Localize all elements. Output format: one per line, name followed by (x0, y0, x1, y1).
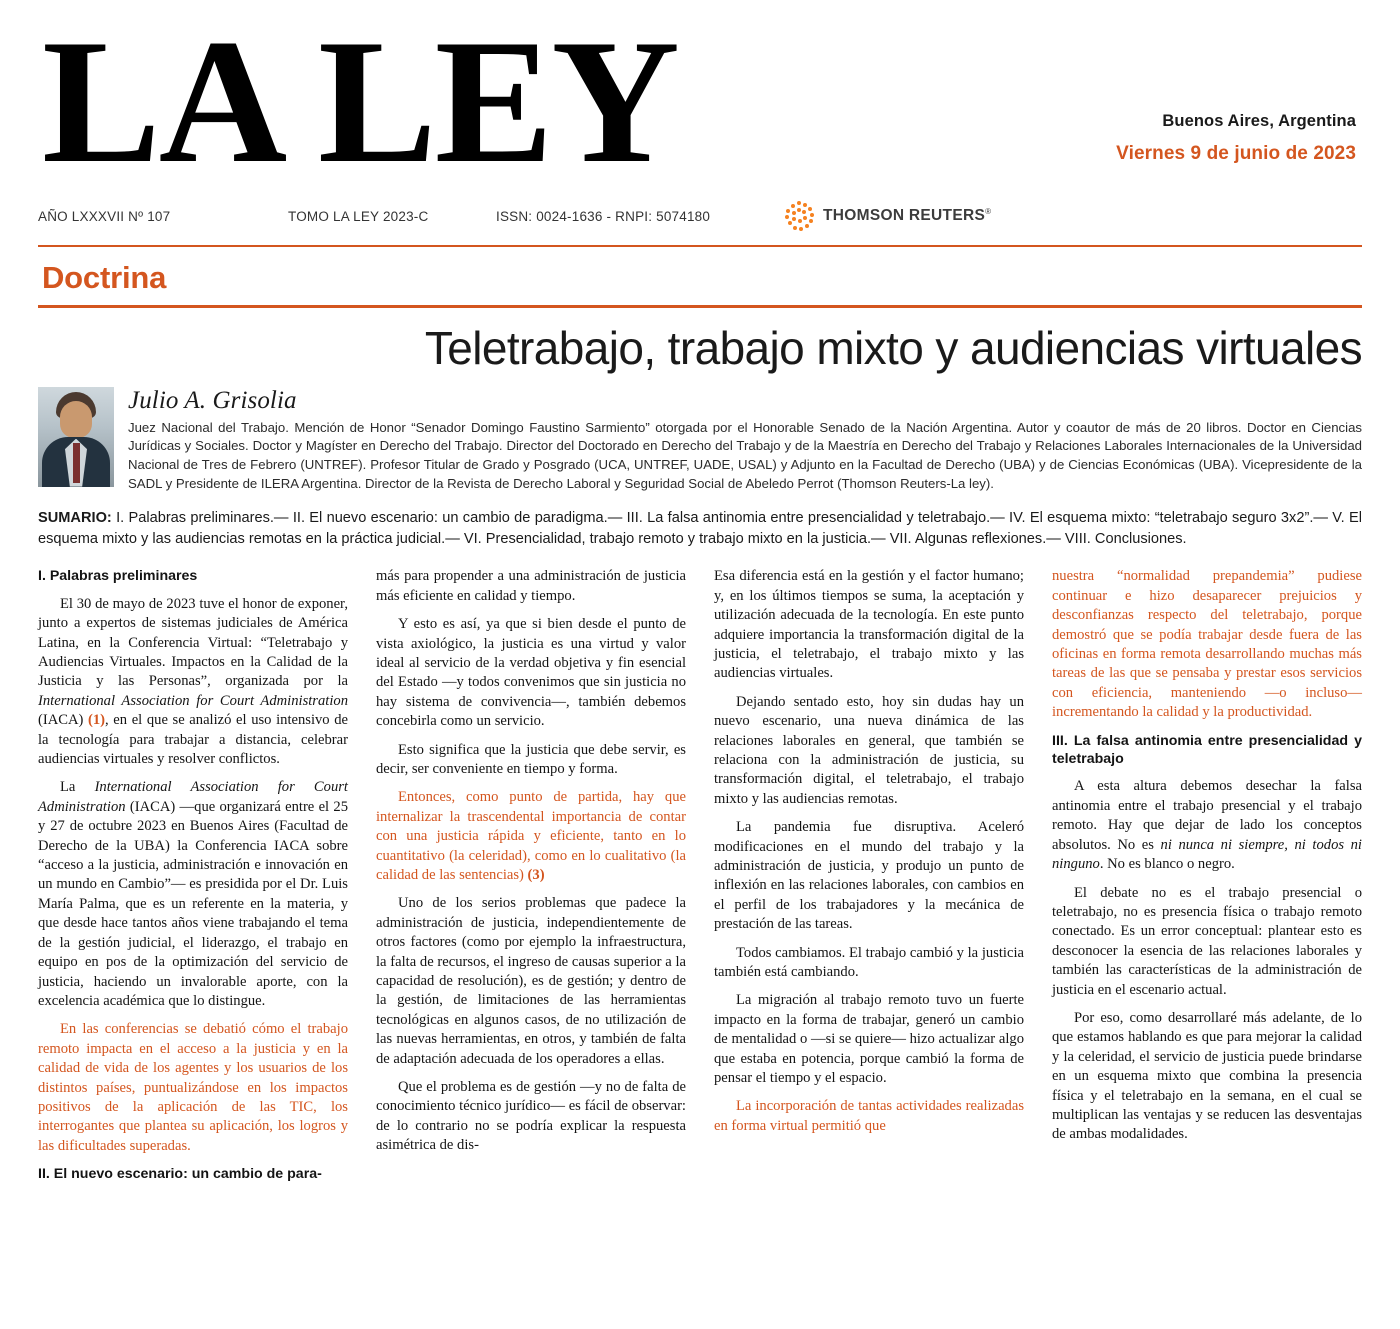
heading-falsa-antinomia: III. La falsa antinomia entre presencialidad y teletrabajo (1052, 732, 1362, 768)
author-name: Julio A. Grisolia (128, 386, 297, 414)
text-run: (IACA) (38, 712, 89, 729)
paragraph-highlight: La incorporación de tantas actividades realizadas en forma virtual permitió que (714, 1098, 1024, 1134)
text-italic: International Association for Court Administration (38, 779, 348, 815)
section-title: Doctrina (42, 260, 167, 296)
masthead-meta (1116, 18, 1362, 165)
article-summary (38, 508, 1362, 552)
paragraph: Dejando sentado esto, hoy sin dudas hay un nuevo escenario, una nueva dinámica de las relaciones laborales en general, que también se relaciona con la administración de justicia, su transformación digital, el teletrabajo, el trabajo mixto y las audiencias remotas. (714, 693, 1024, 807)
paragraph: La pandemia fue disruptiva. Aceleró modificaciones en el mundo del trabajo y la administración de justicia, y produjo un punto de inflexión en las relaciones laborales, con cambios en el perfil de los trabajadores y la mecánica de prestación de las tareas. (714, 819, 1024, 933)
paragraph: Esa diferencia está en la gestión y el factor humano; y, en los últimos tiempos se suma, la aceptación y utilización adecuada de la tecnología. En este punto adquiere importancia la transformación digital de la justicia, el teletrabajo, el trabajo mixto y las audiencias virtuales. (714, 568, 1024, 682)
publication-date: Viernes 9 de junio de 2023 (1116, 143, 1356, 164)
column-2 (376, 567, 686, 1192)
thomson-reuters-logo (784, 201, 991, 231)
paragraph: Esto significa que la justicia que debe servir, es decir, ser conveniente en tiempo y forma. (376, 741, 686, 777)
text-run: (IACA) —que organizará entre el 25 y 27 de octubre 2023 en Buenos Aires (Facultad de Derecho de la UBA) la Conferencia IACA sobre “acceso a la justicia, administración e innovación en un mundo en Cambio”— es presidida por el Dr. Luis María Palma, que es un referente en la materia, y que desde hace tantos años viene trabajando el tema de la gestión judicial, el liderazgo, el trabajo en equipo en pos de la optimización del servicio de justicia, haciendo un invalorable aporte, con la excelencia académica que lo distingue. (38, 798, 348, 1009)
column-4 (1052, 567, 1362, 1192)
publisher-text: THOMSON REUTERS (823, 207, 986, 225)
column-1 (38, 567, 348, 1192)
issue-tomo: TOMO LA LEY 2023-C (288, 208, 429, 224)
text-italic: International Association for Court Administration (38, 692, 348, 709)
paragraph: Todos cambiamos. El trabajo cambió y la justicia también está cambiando. (714, 944, 1024, 981)
author-photo (38, 387, 114, 487)
publication-logo: LA LEY (42, 2, 678, 200)
footnote-ref[interactable]: (1) (88, 712, 106, 729)
paragraph-highlight (376, 788, 686, 885)
issue-year: AÑO LXXXVII Nº 107 (38, 208, 171, 224)
paragraph: Por eso, como desarrollaré más adelante, de lo que estamos hablando es que para mejorar la calidad y la celeridad, el servicio de justicia puede brindarse en un esquema mixto que combina la presencia física y el teletrabajo en la semana, en el cual se multiplican las ventajas y se reducen las desventajas de ambas modalidades. (1052, 1009, 1362, 1143)
paragraph: más para propender a una administración de justicia más eficiente en calidad y tiempo. (376, 568, 686, 604)
paragraph: Que el problema es de gestión —y no de falta de conocimiento técnico jurídico— es fácil de observar: de lo contrario no se podría explicar la respuesta asimétrica de dis- (376, 1079, 686, 1154)
paragraph: La migración al trabajo remoto tuvo un fuerte impacto en la forma de trabajar, generó un cambio de mentalidad o —si se quiere— hizo actualizar algo que estaba en potencia, porque cambió la forma de pensar el tiempo y el espacio. (714, 992, 1024, 1087)
author-info (128, 387, 1362, 494)
text-run: A esta altura debemos desechar la falsa antinomia entre el trabajo presencial y el trabajo remoto. Hay que dejar de lado los conceptos absolutos. No es (1052, 778, 1362, 853)
issue-info-bar (38, 201, 1362, 231)
text-run: Entonces, como punto de partida, hay que internalizar la trascendental importancia de contar con una justicia rápida y eficiente, tanto en lo cuantitativo (la celeridad), como en lo cualitativo (la calidad de las sentencias) (376, 789, 686, 884)
text-run: La (60, 779, 95, 796)
author-bio: Juez Nacional del Trabajo. Mención de Honor “Senador Domingo Faustino Sarmiento” otorgada por el Honorable Senado de la Nación Argentina. Autor y coautor de más de 20 libros. Doctor en Ciencias Jurídicas y Sociales. Doctor y Magíster en Derecho del Trabajo. Director del Doctorado en Derecho del Trabajo y de la Maestría en Derecho del Trabajo y Relaciones Laborales Internacionales de la Universidad Nacional de Tres de Febrero (UNTREF). Profesor Titular de Grado y Posgrado (UCA, UNTREF, UADE, USAL) y Adjunto en la Facultad de Derecho (UBA) y de Ciencias Económicas (UBA). Vicepresidente de la SADL y Presidente de ILERA Argentina. Director de la Revista de Derecho Laboral y Seguridad Social de Abeledo Perrot (Thomson Reuters-La ley). (128, 419, 1362, 491)
issue-issn: ISSN: 0024-1636 - RNPI: 5074180 (496, 208, 711, 224)
thomson-reuters-dots-icon (784, 201, 814, 231)
heading-palabras-preliminares: I. Palabras preliminares (38, 568, 198, 585)
paragraph-highlight: En las conferencias se debatió cómo el trabajo remoto impacta en el acceso a la justicia y en la calidad de vida de los agentes y los usuarios de los distintos países, puntualizándose en los impactos positivos de la aplicación de las TIC, los interrogantes que plantea su aplicación, los logros y las dificultades superadas. (38, 1021, 348, 1154)
paragraph-highlight: nuestra “normalidad prepandemia” pudiese continuar e hizo desaparecer prejuicios y desconfianzas respecto del teletrabajo, porque demostró que se podía trabajar desde fuera de las oficinas en forma remota desarrollando muchas más tareas de las que se pensaba y prestar esos servicios con eficiencia, manteniendo —o incluso— incrementando la calidad y la productividad. (1052, 568, 1362, 721)
text-run: , en el que se analizó el uso intensivo de la tecnología para trabajar a distancia, celebrar audiencias virtuales y resolver conflictos. (38, 712, 348, 768)
text-italic: ni nunca ni siempre, ni todos ni ninguno (1052, 836, 1362, 873)
summary-text: I. Palabras preliminares.— II. El nuevo escenario: un cambio de paradigma.— III. La falsa antinomia entre presencialidad y teletrabajo.— IV. El esquema mixto: “teletrabajo seguro 3x2”.— V. El esquema mixto y las audiencias remotas en la práctica judicial.— VI. Presencialidad, trabajo remoto y trabajo mixto en la justicia.— VII. Algunas reflexiones.— VIII. Conclusiones. (38, 509, 1362, 548)
paragraph (38, 595, 348, 770)
text-run: . No es blanco o negro. (1099, 856, 1235, 873)
author-block (38, 387, 1362, 494)
masthead (38, 0, 1362, 200)
paragraph: El debate no es el trabajo presencial o teletrabajo, no es presencia física o trabajo remoto conectado. Es un error conceptual: plantear esto es desconocer la esencia de las relaciones laborales y también las características de la administración de justicia en el escenario actual. (1052, 884, 1362, 998)
paragraph: Y esto es así, ya que si bien desde el punto de vista axiológico, la justicia es una virtud y valor ideal al servicio de la verdad objetiva y fin esencial del Estado —y todos convenimos que sin justicia no hay sistema de convivencia—, también debemos concebirla como un servicio. (376, 616, 686, 730)
paragraph (38, 778, 348, 1011)
column-3 (714, 567, 1024, 1192)
article-title: Teletrabajo, trabajo mixto y audiencias virtuales (424, 322, 1362, 375)
thomson-reuters-name: THOMSON REUTERS® (823, 207, 992, 225)
text-run: El 30 de mayo de 2023 tuve el honor de exponer, junto a expertos de sistemas judiciales de América Latina, en la Conferencia Virtual: “Teletrabajo y Audiencias Virtuales. Impactos en la Calidad de la Justicia y las Personas”, organizada por la (38, 595, 348, 690)
heading-nuevo-escenario: II. El nuevo escenario: un cambio de para- (38, 1166, 322, 1183)
paragraph: Uno de los serios problemas que padece la administración de justicia, independientemente de otros factores (como por ejemplo la infraestructura, la falta de recursos, el ingreso de causas superior a la capacidad de resolución), es de gestión; y dentro de la gestión, de limitaciones de las herramientas tecnológicas en algunos casos, de no utilización de las nuevas herramientas, en otros, y también de falta de adaptación adecuada de los operadores a ellas. (376, 895, 686, 1067)
article-body (38, 567, 1362, 1192)
divider-section (38, 305, 1362, 308)
summary-label: SUMARIO: (38, 509, 112, 526)
publication-place: Buenos Aires, Argentina (1162, 112, 1356, 130)
footnote-ref[interactable]: (3) (527, 867, 545, 884)
divider-top (38, 245, 1362, 247)
paragraph (1052, 777, 1362, 874)
